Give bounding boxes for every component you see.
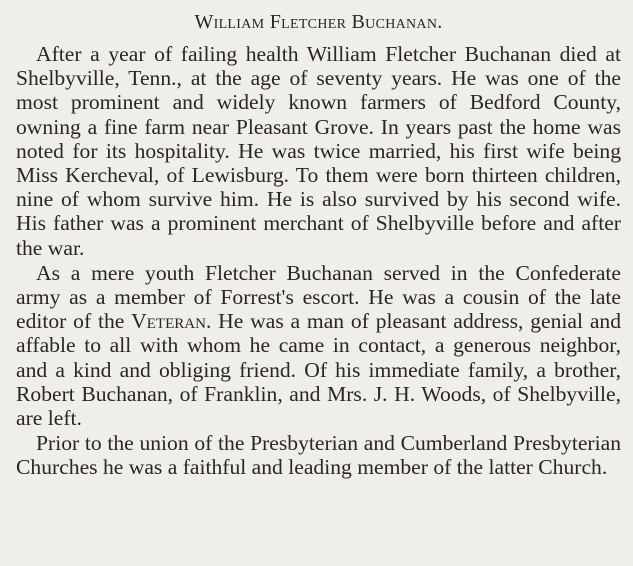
paragraph-3-text: Prior to the union of the Presbyterian and Cumberland Presbyterian Churches he was a faithful and leading member of the latter Church. xyxy=(16,431,621,480)
article-title: William Fletcher Buchanan. xyxy=(194,11,443,33)
publication-name: Veteran xyxy=(131,309,206,334)
paragraph-2 xyxy=(16,261,621,430)
paragraph-1-text: After a year of failing health William Fletcher Buchanan died at Shelbyville, Tenn., at the age of seventy years. He was one of the most prominent and widely known farmers of Bedford County, owning a fine farm near Pleasant Grove. In years past the home was noted for its hospitality. He was twice married, his first wife being Miss Kercheval, of Lewisburg. To them were born thirteen children, nine of whom survive him. He is also survived by his second wife. His father was a prominent merchant of Shelbyville before and after the war. xyxy=(16,42,621,260)
paragraph-3 xyxy=(16,431,621,479)
paragraph-2-text-before: As a mere youth Fletcher Buchanan served in the Confederate army as a member of Forrest's escort. He was a cousin of the late editor of the xyxy=(16,260,621,334)
paragraph-2-text-after: . He was a man of pleasant address, genial and affable to all with whom he came in contact, a generous neighbor, and a kind and obliging friend. Of his immediate family, a brother, Robert Buchanan, of Franklin, and Mrs. J. H. Woods, of Shelbyville, are left. xyxy=(16,309,621,431)
paragraph-1 xyxy=(16,42,621,260)
